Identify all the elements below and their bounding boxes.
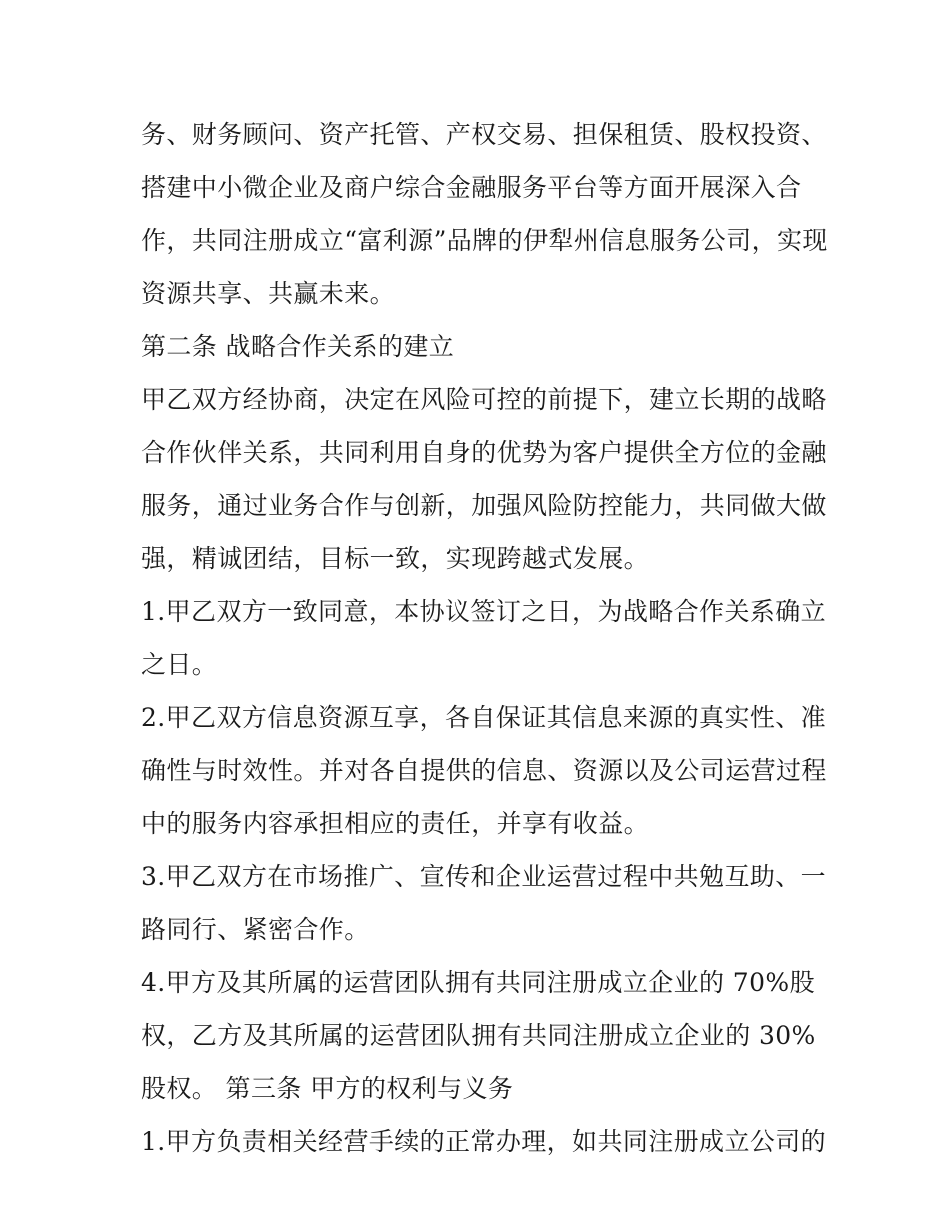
- text-line: 服务，通过业务合作与创新，加强风险防控能力，共同做大做: [141, 491, 827, 520]
- text-line: 合作伙伴关系，共同利用自身的优势为客户提供全方位的金融: [141, 438, 827, 467]
- text-line: 路同行、紧密合作。: [141, 915, 370, 944]
- text-line: 搭建中小微企业及商户综合金融服务平台等方面开展深入合: [141, 173, 802, 202]
- document-body: [141, 108, 828, 1168]
- section-heading: 第二条 战略合作关系的建立: [141, 332, 455, 361]
- text-line: 权，乙方及其所属的运营团队拥有共同注册成立企业的 30%: [141, 1021, 816, 1050]
- list-item-3: 3.甲乙双方在市场推广、宣传和企业运营过程中共勉互助、一: [141, 862, 827, 891]
- text-line: 之日。: [141, 650, 218, 679]
- text-line: 资源共享、共赢未来。: [141, 279, 396, 308]
- text-line: 中的服务内容承担相应的责任，并享有收益。: [141, 809, 650, 838]
- list-item-1: 1.甲方负责相关经营手续的正常办理，如共同注册成立公司的: [141, 1127, 827, 1156]
- text-line: 确性与时效性。并对各自提供的信息、资源以及公司运营过程: [141, 756, 827, 785]
- text-line: 甲乙双方经协商，决定在风险可控的前提下，建立长期的战略: [141, 385, 827, 414]
- list-item-1: 1.甲乙双方一致同意，本协议签订之日，为战略合作关系确立: [141, 597, 827, 626]
- text-line: 强，精诚团结，目标一致，实现跨越式发展。: [141, 544, 650, 573]
- list-item-2: 2.甲乙双方信息资源互享，各自保证其信息来源的真实性、准: [141, 703, 827, 732]
- section-heading: 股权。 第三条 甲方的权利与义务: [141, 1074, 514, 1103]
- list-item-4: 4.甲方及其所属的运营团队拥有共同注册成立企业的 70%股: [141, 968, 815, 997]
- text-line: 作，共同注册成立“富利源”品牌的伊犁州信息服务公司，实现: [141, 226, 828, 255]
- text-line: 务、财务顾问、资产托管、产权交易、担保租赁、股权投资、: [141, 120, 827, 149]
